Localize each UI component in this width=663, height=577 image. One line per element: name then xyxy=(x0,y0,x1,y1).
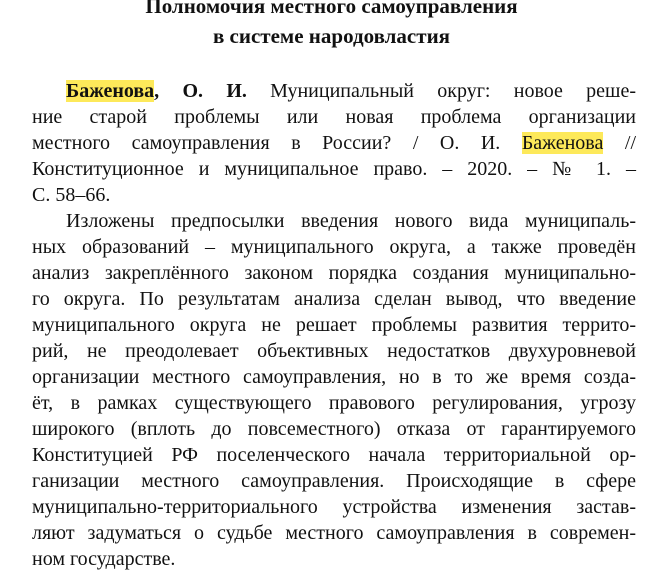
section-heading-line-2: в системе народовластия xyxy=(212,24,451,48)
abstract-line: ганизации местного самоуправления. Происходящие в сфере xyxy=(32,470,636,492)
citation-line-3 xyxy=(32,131,636,155)
abstract-line: рий, не преодолевает объективных недостатков двухуровневой xyxy=(32,340,636,362)
citation-line-3-text: местного самоуправления в России? / О. И. xyxy=(32,132,501,154)
citation-title-start: Муниципальный округ: новое реше- xyxy=(270,80,636,102)
author-name-highlight: Баженова xyxy=(521,132,604,154)
section-heading-line-1: Полномочия местного самоуправления xyxy=(145,0,518,18)
citation-line-4: Конституционное и муниципальное право. – 2020. – № 1. – xyxy=(32,158,636,180)
author-separator: , xyxy=(154,80,160,102)
abstract-line: Изложены предпосылки введения нового вида муниципаль- xyxy=(66,210,636,232)
abstract-line: ёт, в рамках существующего правового регулирования, угрозу xyxy=(32,392,636,414)
citation-line-5: С. 58–66. xyxy=(32,184,111,206)
abstract-line: ном государстве. xyxy=(32,548,176,570)
abstract-line: муниципального округа не решает проблемы развития террито- xyxy=(32,314,636,336)
citation-line-1 xyxy=(66,79,636,103)
citation-separator: // xyxy=(624,132,637,154)
abstract-line: Конституцией РФ поселенческого начала территориальной ор- xyxy=(32,444,636,466)
abstract-line: муниципально-территориального устройства изменения застав- xyxy=(32,496,636,518)
citation-line-2: ние старой проблемы или новая проблема организации xyxy=(32,106,636,128)
author-initials: О. И. xyxy=(182,80,247,102)
abstract-line: организации местного самоуправления, но в то же время созда- xyxy=(32,366,636,388)
author-surname-highlight: Баженова xyxy=(66,80,155,102)
abstract-line: широкого (вплоть до повсеместного) отказа от гарантируемого xyxy=(32,418,636,440)
abstract-line: ных образований – муниципального округа, а также проведён xyxy=(32,236,636,258)
abstract-line: го округа. По результатам анализа сделан вывод, что введение xyxy=(32,288,636,310)
abstract-line: ляют задуматься о судьбе местного самоуправления в современ- xyxy=(32,522,636,544)
abstract-line: анализ закреплённого законом порядка создания муниципально- xyxy=(32,262,636,284)
